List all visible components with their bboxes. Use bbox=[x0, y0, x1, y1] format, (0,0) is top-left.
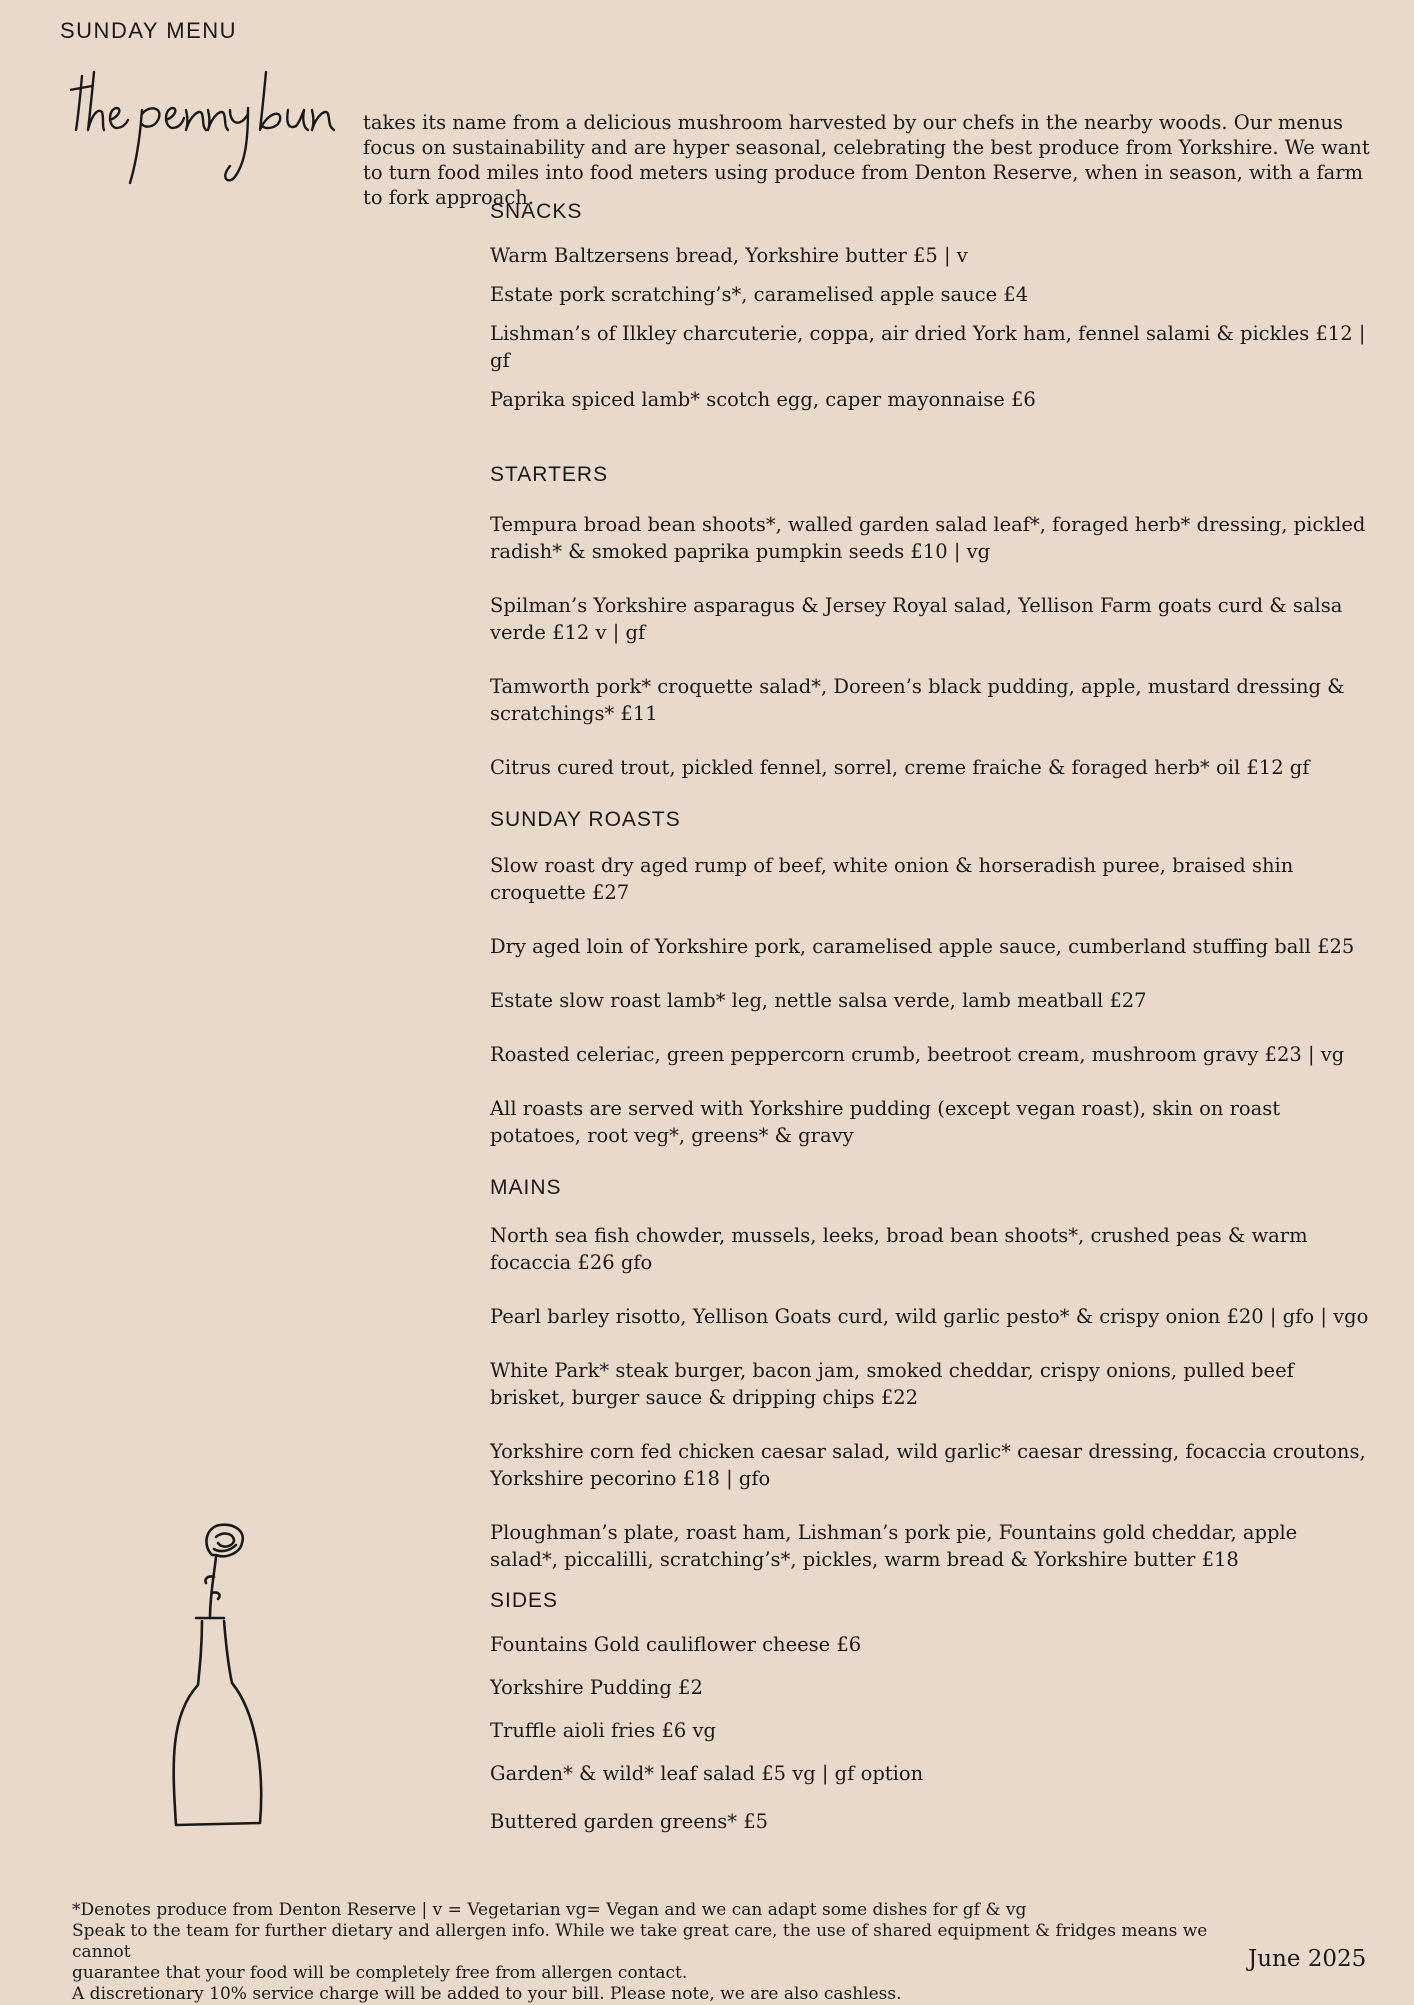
menu-label: SUNDAY MENU bbox=[60, 18, 238, 43]
list-item: Truffle aioli fries £6 vg bbox=[490, 1719, 717, 1742]
list-item: Roasted celeriac, green peppercorn crumb, beetroot cream, mushroom gravy £23 | vg bbox=[490, 1043, 1345, 1066]
roasts-note: All roasts are served with Yorkshire pudding (except vegan roast), skin on roast potatoes, root veg*, greens* & gravy bbox=[490, 1097, 1281, 1147]
penny-bun-logo bbox=[70, 68, 360, 198]
footnote-line: *Denotes produce from Denton Reserve | v = Vegetarian vg= Vegan and we can adapt some dishes for gf & vg bbox=[72, 1900, 1027, 1920]
footnote-line: Speak to the team for further dietary and allergen info. While we take great care, the use of shared equipment & fridges means we cannot bbox=[72, 1921, 1208, 1962]
list-item: Estate pork scratching’s*, caramelised apple sauce £4 bbox=[490, 283, 1029, 306]
menu-content bbox=[490, 200, 1370, 1835]
roasts-list bbox=[490, 852, 1370, 1149]
list-item: Fountains Gold cauliflower cheese £6 bbox=[490, 1633, 862, 1656]
list-item: Warm Baltzersens bread, Yorkshire butter £5 | v bbox=[490, 244, 968, 267]
mains-title: MAINS bbox=[490, 1176, 562, 1199]
vase-with-flower-illustration bbox=[150, 1515, 280, 1830]
footnote-line: guarantee that your food will be completely free from allergen contact. bbox=[72, 1963, 688, 1983]
list-item: Garden* & wild* leaf salad £5 vg | gf option bbox=[490, 1762, 924, 1785]
list-item: Tamworth pork* croquette salad*, Doreen’s black pudding, apple, mustard dressing & scratchings* £11 bbox=[490, 675, 1345, 725]
sides-list bbox=[490, 1631, 1370, 1835]
starters-list bbox=[490, 511, 1370, 781]
list-item: Lishman’s of Ilkley charcuterie, coppa, air dried York ham, fennel salami & pickles £12 | gf bbox=[490, 322, 1366, 372]
menu-date: June 2025 bbox=[1248, 1946, 1367, 1972]
footnote-line: A discretionary 10% service charge will be added to your bill. Please note, we are also cashless. bbox=[72, 1984, 902, 2004]
list-item: Citrus cured trout, pickled fennel, sorrel, creme fraiche & foraged herb* oil £12 gf bbox=[490, 756, 1310, 779]
list-item: Buttered garden greens* £5 bbox=[490, 1810, 769, 1833]
list-item: Pearl barley risotto, Yellison Goats curd, wild garlic pesto* & crispy onion £20 | gfo | vgo bbox=[490, 1305, 1369, 1328]
list-item: Tempura broad bean shoots*, walled garden salad leaf*, foraged herb* dressing, pickled radish* & smoked paprika pumpkin seeds £10 | vg bbox=[490, 513, 1366, 563]
list-item: North sea fish chowder, mussels, leeks, broad bean shoots*, crushed peas & warm focaccia £26 gfo bbox=[490, 1224, 1308, 1274]
list-item: White Park* steak burger, bacon jam, smoked cheddar, crispy onions, pulled beef brisket, burger sauce & dripping chips £22 bbox=[490, 1359, 1294, 1409]
list-item: Dry aged loin of Yorkshire pork, caramelised apple sauce, cumberland stuffing ball £25 bbox=[490, 935, 1355, 958]
list-item: Ploughman’s plate, roast ham, Lishman’s pork pie, Fountains gold cheddar, apple salad*, piccalilli, scratching’s*, pickles, warm bread & Yorkshire butter £18 bbox=[490, 1521, 1298, 1571]
mains-list bbox=[490, 1222, 1370, 1573]
footnotes bbox=[72, 1900, 1252, 2005]
list-item: Estate slow roast lamb* leg, nettle salsa verde, lamb meatball £27 bbox=[490, 989, 1147, 1012]
snacks-title: SNACKS bbox=[490, 200, 583, 223]
starters-title: STARTERS bbox=[490, 463, 609, 486]
list-item: Slow roast dry aged rump of beef, white onion & horseradish puree, braised shin croquette £27 bbox=[490, 854, 1294, 904]
sides-title: SIDES bbox=[490, 1589, 559, 1612]
intro-text: takes its name from a delicious mushroom harvested by our chefs in the nearby woods. Our menus focus on sustainability and are hyper seasonal, celebrating the best produce from Yorkshire. We want to turn food miles into food meters using produce from Denton Reserve, when in season, with a farm to fork approach. bbox=[363, 111, 1370, 209]
list-item: Spilman’s Yorkshire asparagus & Jersey Royal salad, Yellison Farm goats curd & salsa verde £12 v | gf bbox=[490, 594, 1343, 644]
snacks-list bbox=[490, 242, 1370, 413]
list-item: Paprika spiced lamb* scotch egg, caper mayonnaise £6 bbox=[490, 388, 1036, 411]
list-item: Yorkshire corn fed chicken caesar salad, wild garlic* caesar dressing, focaccia croutons, Yorkshire pecorino £18 | gfo bbox=[490, 1440, 1366, 1490]
roasts-title: SUNDAY ROASTS bbox=[490, 808, 681, 831]
list-item: Yorkshire Pudding £2 bbox=[490, 1676, 703, 1699]
